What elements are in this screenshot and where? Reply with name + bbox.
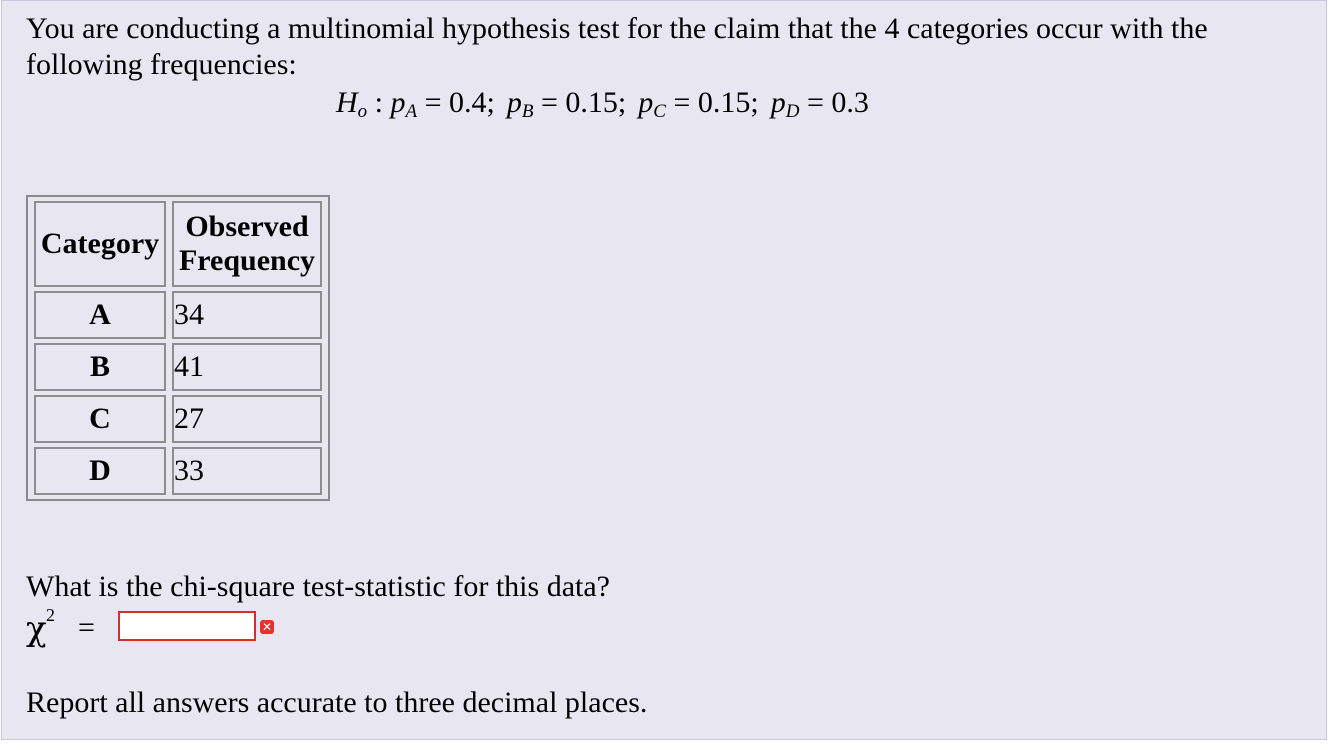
frequency-table <box>26 195 330 501</box>
observed-cell: 33 <box>172 447 322 495</box>
hyp-p: p <box>638 86 654 119</box>
chi-symbol: χ <box>26 609 47 649</box>
table-row <box>34 447 322 495</box>
header-observed-frequency: Observed Frequency <box>172 201 322 287</box>
hyp-p: p <box>390 86 406 119</box>
hyp-p: p <box>770 86 786 119</box>
chi-square-answer-input[interactable] <box>118 611 256 641</box>
hyp-value: 0.15; <box>565 86 627 119</box>
h-symbol: H <box>336 86 358 119</box>
hyp-value: 0.4; <box>449 86 495 119</box>
observed-cell: 41 <box>172 343 322 391</box>
hyp-p-sub: A <box>405 101 418 122</box>
h-subscript: o <box>357 101 368 122</box>
observed-cell: 27 <box>172 395 322 443</box>
hyp-p-sub: C <box>653 101 666 122</box>
chi-exponent: 2 <box>46 605 55 625</box>
category-cell: A <box>34 291 166 339</box>
hyp-value: 0.15; <box>697 86 759 119</box>
intro-text: You are conducting a multinomial hypothesis test for the claim that the 4 categories occur with the following frequencies: <box>26 12 1208 81</box>
x-mark-icon: ✕ <box>261 620 273 634</box>
observed-cell: 34 <box>172 291 322 339</box>
instruction-note: Report all answers accurate to three decimal places. <box>26 686 648 719</box>
equals-sign: = <box>78 611 95 644</box>
table-header-row <box>34 201 322 287</box>
question-panel <box>1 0 1327 740</box>
question-text: What is the chi-square test-statistic for this data? <box>26 570 610 603</box>
hyp-p: p <box>506 86 522 119</box>
table-row <box>34 291 322 339</box>
header-category: Category <box>34 201 166 287</box>
hyp-p-sub: B <box>521 101 534 122</box>
hyp-value: 0.3 <box>831 86 869 119</box>
category-cell: D <box>34 447 166 495</box>
table-row <box>34 343 322 391</box>
null-hypothesis: $H_o$ : $p_A = 0.4$; $p_B = 0.15$; $p_C = 0.15$; $p_D = 0.3$ <box>336 86 869 122</box>
category-cell: C <box>34 395 166 443</box>
hyp-colon: : <box>374 86 384 119</box>
table-row <box>34 395 322 443</box>
category-cell: B <box>34 343 166 391</box>
hyp-p-sub: D <box>785 101 800 122</box>
